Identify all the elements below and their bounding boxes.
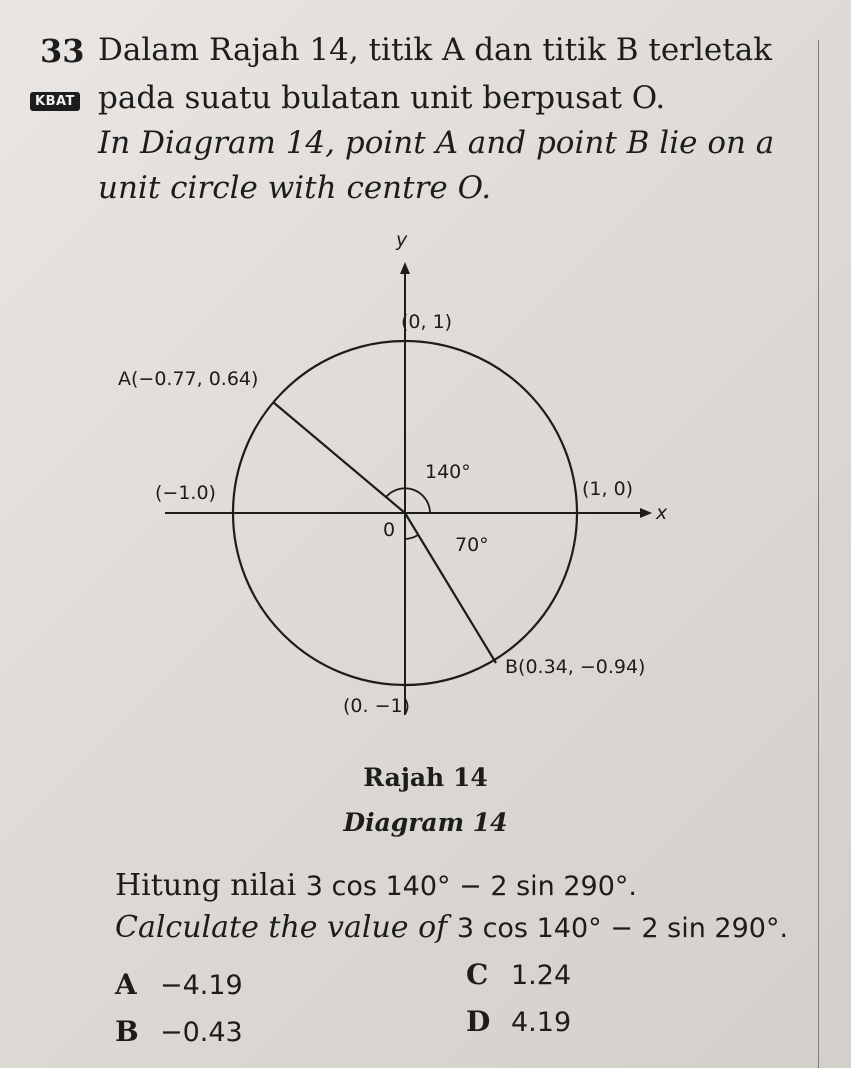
question-english-line-2: unit circle with centre O. [98,170,492,206]
question-number: 33 [40,32,85,70]
prompt-english [115,910,788,945]
option-c[interactable] [466,958,571,991]
bottom-point-label: (0. −1) [343,695,411,717]
x-axis-arrow [640,508,652,518]
radius-oa [273,402,405,513]
top-point-label: (0, 1) [401,311,453,333]
option-c-value: 1.24 [511,960,572,991]
option-a-letter: A [115,968,137,1001]
y-axis-label: y [396,229,408,251]
prompt-malay-text: Hitung nilai [115,868,297,903]
option-b[interactable] [115,1015,243,1048]
point-a-label: A(−0.77, 0.64) [118,368,259,390]
option-d[interactable] [466,1005,571,1038]
prompt-expression-english: 3 cos 140° − 2 sin 290°. [456,913,789,944]
question-malay-line-1: Dalam Rajah 14, titik A dan titik B terletak [98,32,772,68]
angle-arc-140 [386,488,430,513]
diagram-caption-malay: Rajah 14 [363,763,488,792]
diagram-caption-english: Diagram 14 [343,808,508,837]
prompt-expression-malay: 3 cos 140° − 2 sin 290°. [305,871,637,902]
option-c-letter: C [466,958,489,991]
option-d-letter: D [466,1005,491,1038]
question-english-line-1: In Diagram 14, point A and point B lie on a [98,125,775,161]
option-a[interactable] [115,968,243,1001]
x-axis-label: x [656,502,668,524]
right-point-label: (1, 0) [582,478,634,500]
option-b-letter: B [115,1015,139,1048]
option-d-value: 4.19 [511,1007,572,1038]
prompt-malay [115,868,637,903]
point-b-label: B(0.34, −0.94) [505,656,646,678]
question-malay-line-2: pada suatu bulatan unit berpusat O. [98,80,666,116]
angle-140-label: 140° [425,461,471,483]
origin-label: 0 [383,519,396,541]
option-b-value: −0.43 [160,1017,243,1048]
left-point-label: (−1.0) [155,482,216,504]
prompt-english-text: Calculate the value of [115,910,448,945]
option-a-value: −4.19 [160,970,243,1001]
y-axis-arrow [400,262,410,274]
angle-arc-70 [405,535,418,539]
kbat-badge: KBAT [30,92,80,111]
angle-70-label: 70° [455,534,489,556]
